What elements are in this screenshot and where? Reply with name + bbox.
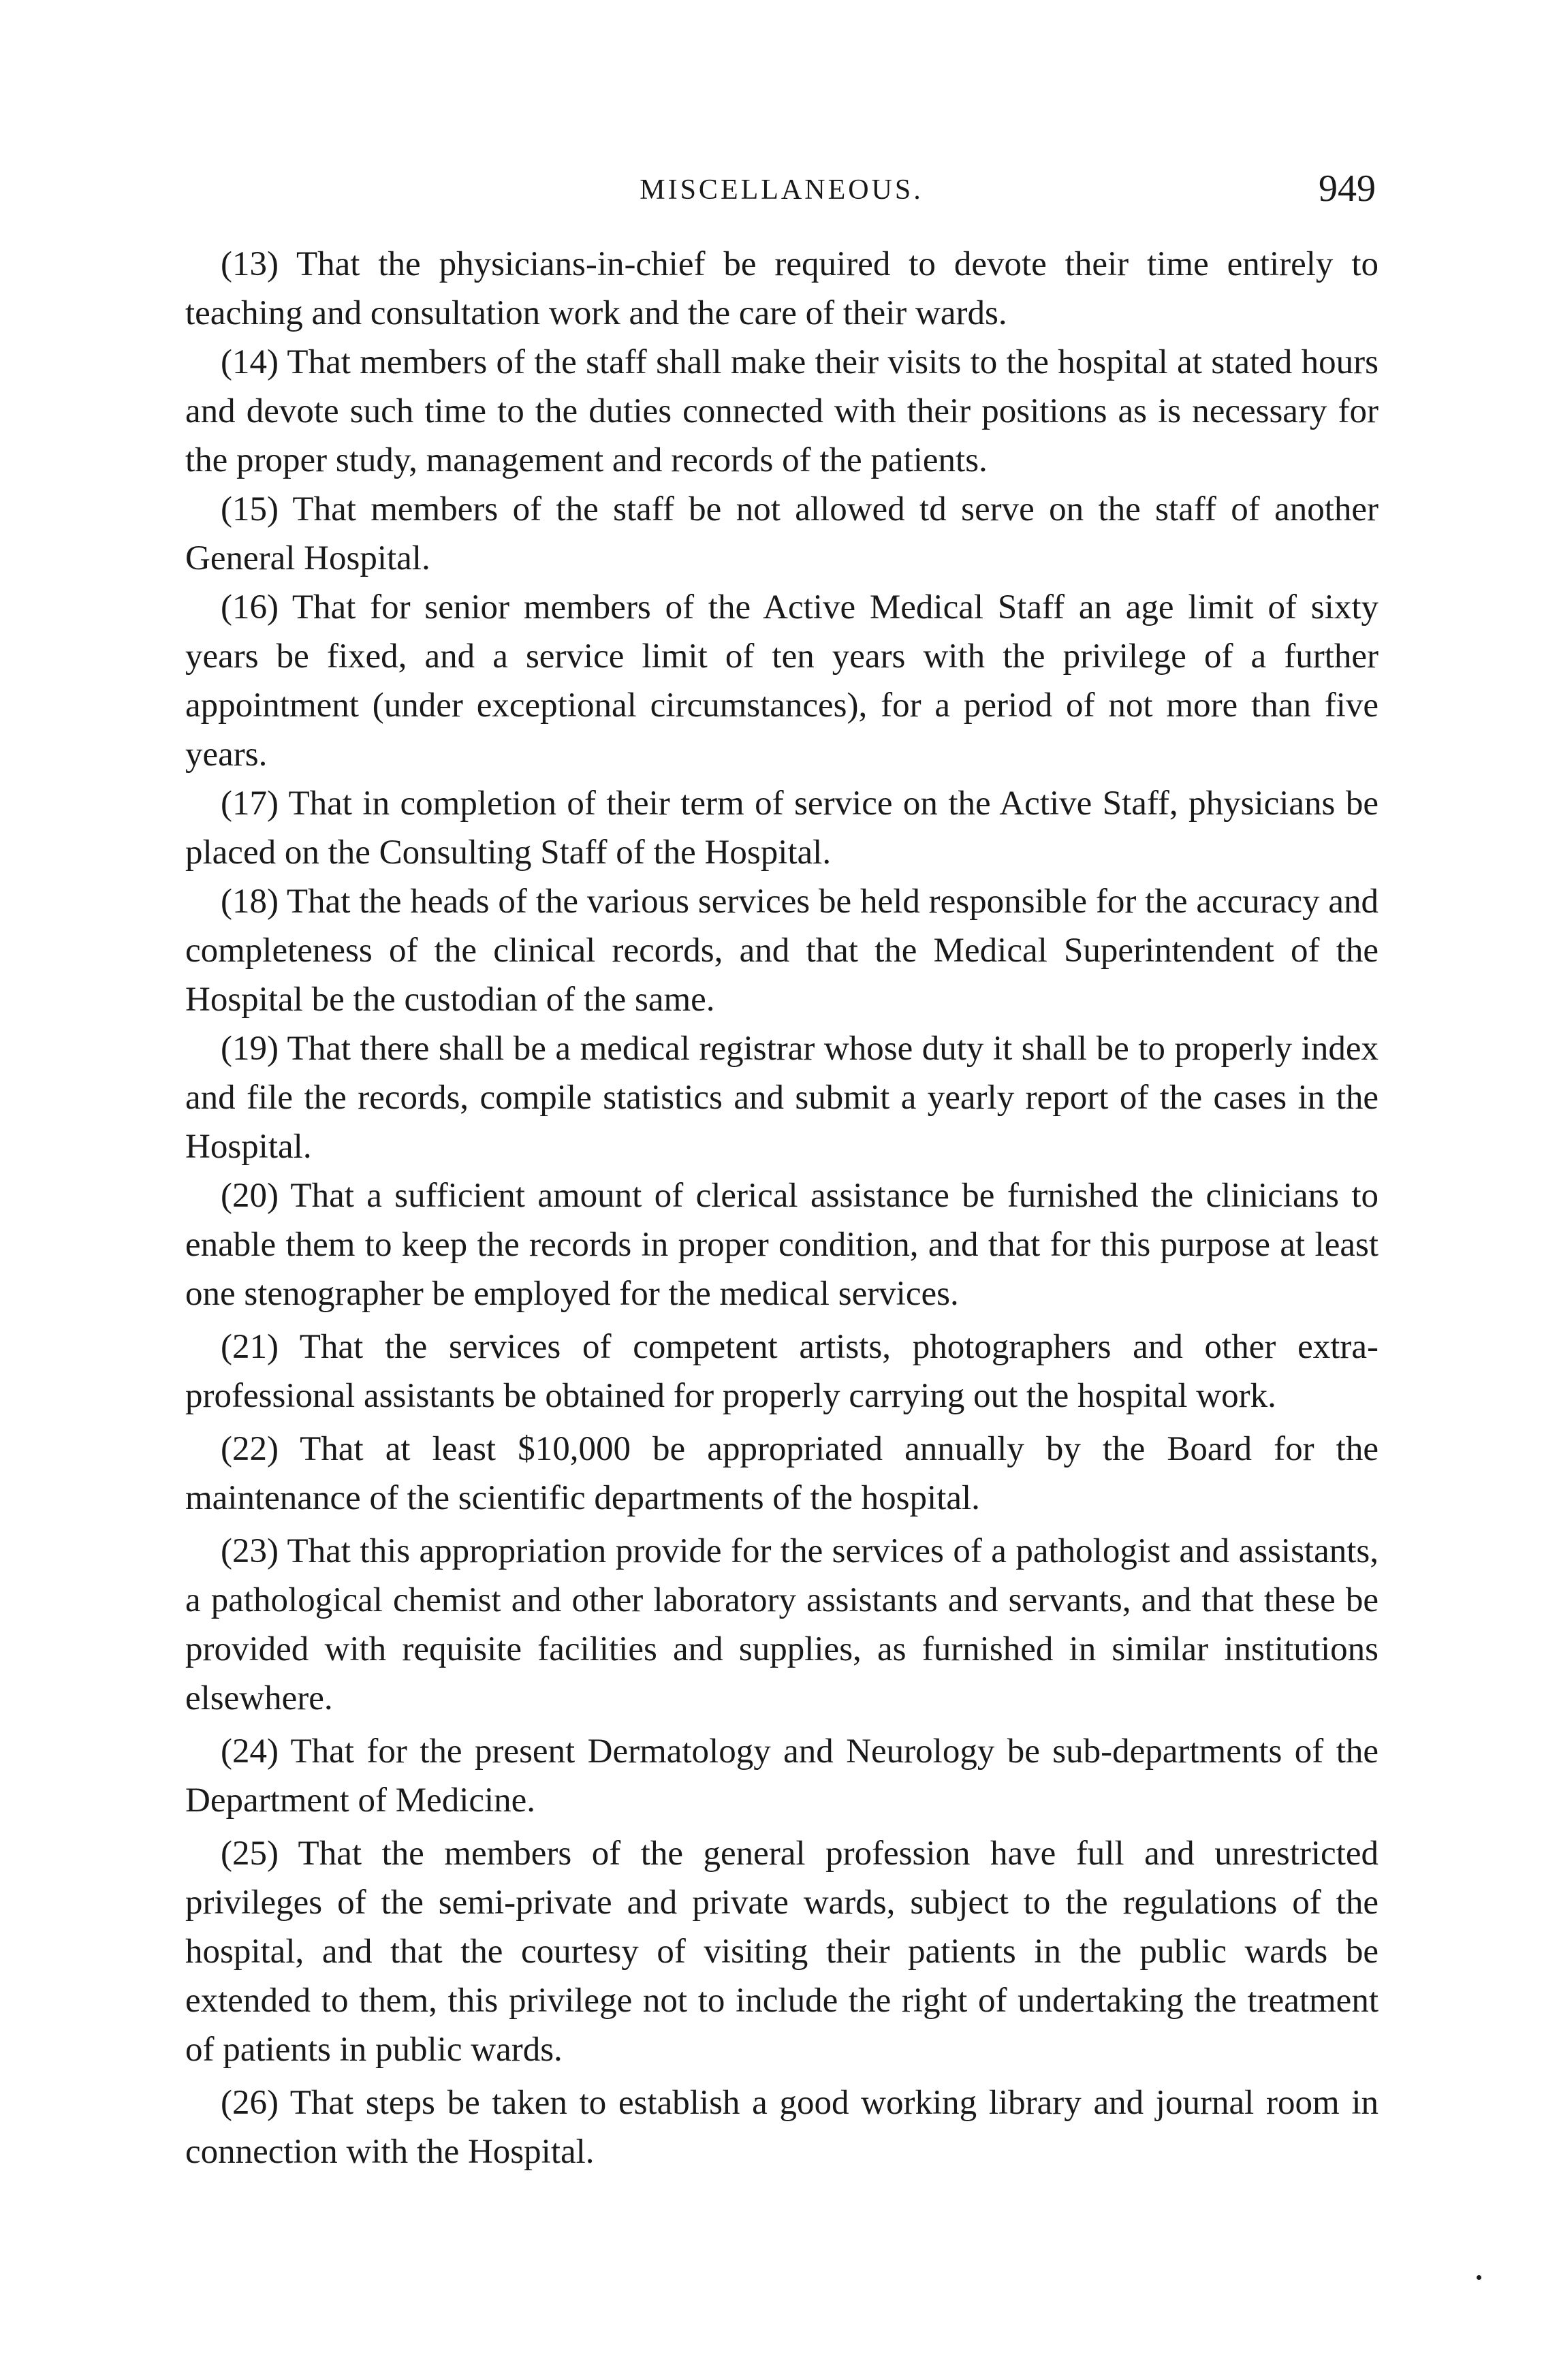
document-body bbox=[185, 240, 1378, 2176]
paragraph-16: (16) That for senior members of the Active Medical Staff an age limit of sixty years be fixed, and a service limit of ten years with the privilege of a further appointment (under exceptional circumstances), for a period of not more than five years. bbox=[185, 588, 1378, 774]
paragraph-21: (21) That the services of competent artists, photographers and other extra-professional assistants be obtained for properly carrying out the hospital work. bbox=[185, 1328, 1378, 1415]
paragraph-17: (17) That in completion of their term of service on the Active Staff, physicians be placed on the Consulting Staff of the Hospital. bbox=[185, 784, 1378, 872]
running-title: MISCELLANEOUS. bbox=[640, 174, 924, 206]
paragraph-18: (18) That the heads of the various services be held responsible for the accuracy and completeness of the clinical records, and that the Medical Superintendent of the Hospital be the custodian of the same. bbox=[185, 883, 1378, 1019]
ink-speck bbox=[1477, 2275, 1481, 2280]
paragraph-20: (20) That a sufficient amount of clerical assistance be furnished the clinicians to enable them to keep the records in proper condition, and that for this purpose at least one stenographer be employed for the medical services. bbox=[185, 1177, 1378, 1313]
paragraph-19: (19) That there shall be a medical registrar whose duty it shall be to properly index and file the records, compile statistics and submit a yearly report of the cases in the Hospital. bbox=[185, 1030, 1378, 1166]
paragraph-23: (23) That this appropriation provide for the services of a pathologist and assistants, a pathological chemist and other laboratory assistants and servants, and that these be provided with requisite facilities and supplies, as furnished in similar institutions elsewhere. bbox=[185, 1532, 1378, 1717]
paragraph-25: (25) That the members of the general profession have full and unrestricted privileges of the semi-private and private wards, subject to the regulations of the hospital, and that the courtesy of visiting their patients in the public wards be extended to them, this privilege not to include the right of undertaking the treatment of patients in public wards. bbox=[185, 1835, 1378, 2069]
page-header bbox=[187, 167, 1376, 221]
paragraph-14: (14) That members of the staff shall make their visits to the hospital at stated hours and devote such time to the duties connected with their positions as is necessary for the proper study, management and records of the patients. bbox=[185, 343, 1378, 479]
page-number: 949 bbox=[1319, 168, 1376, 210]
paragraph-22: (22) That at least $10,000 be appropriated annually by the Board for the maintenance of the scientific departments of the hospital. bbox=[185, 1430, 1378, 1517]
paragraph-26: (26) That steps be taken to establish a good working library and journal room in connection with the Hospital. bbox=[185, 2084, 1378, 2171]
paragraph-13: (13) That the physicians-in-chief be required to devote their time entirely to teaching and consultation work and the care of their wards. bbox=[185, 245, 1378, 332]
paragraph-15: (15) That members of the staff be not allowed td serve on the staff of another General Hospital. bbox=[185, 490, 1378, 577]
paragraph-24: (24) That for the present Dermatology and Neurology be sub-departments of the Department of Medicine. bbox=[185, 1732, 1378, 1820]
